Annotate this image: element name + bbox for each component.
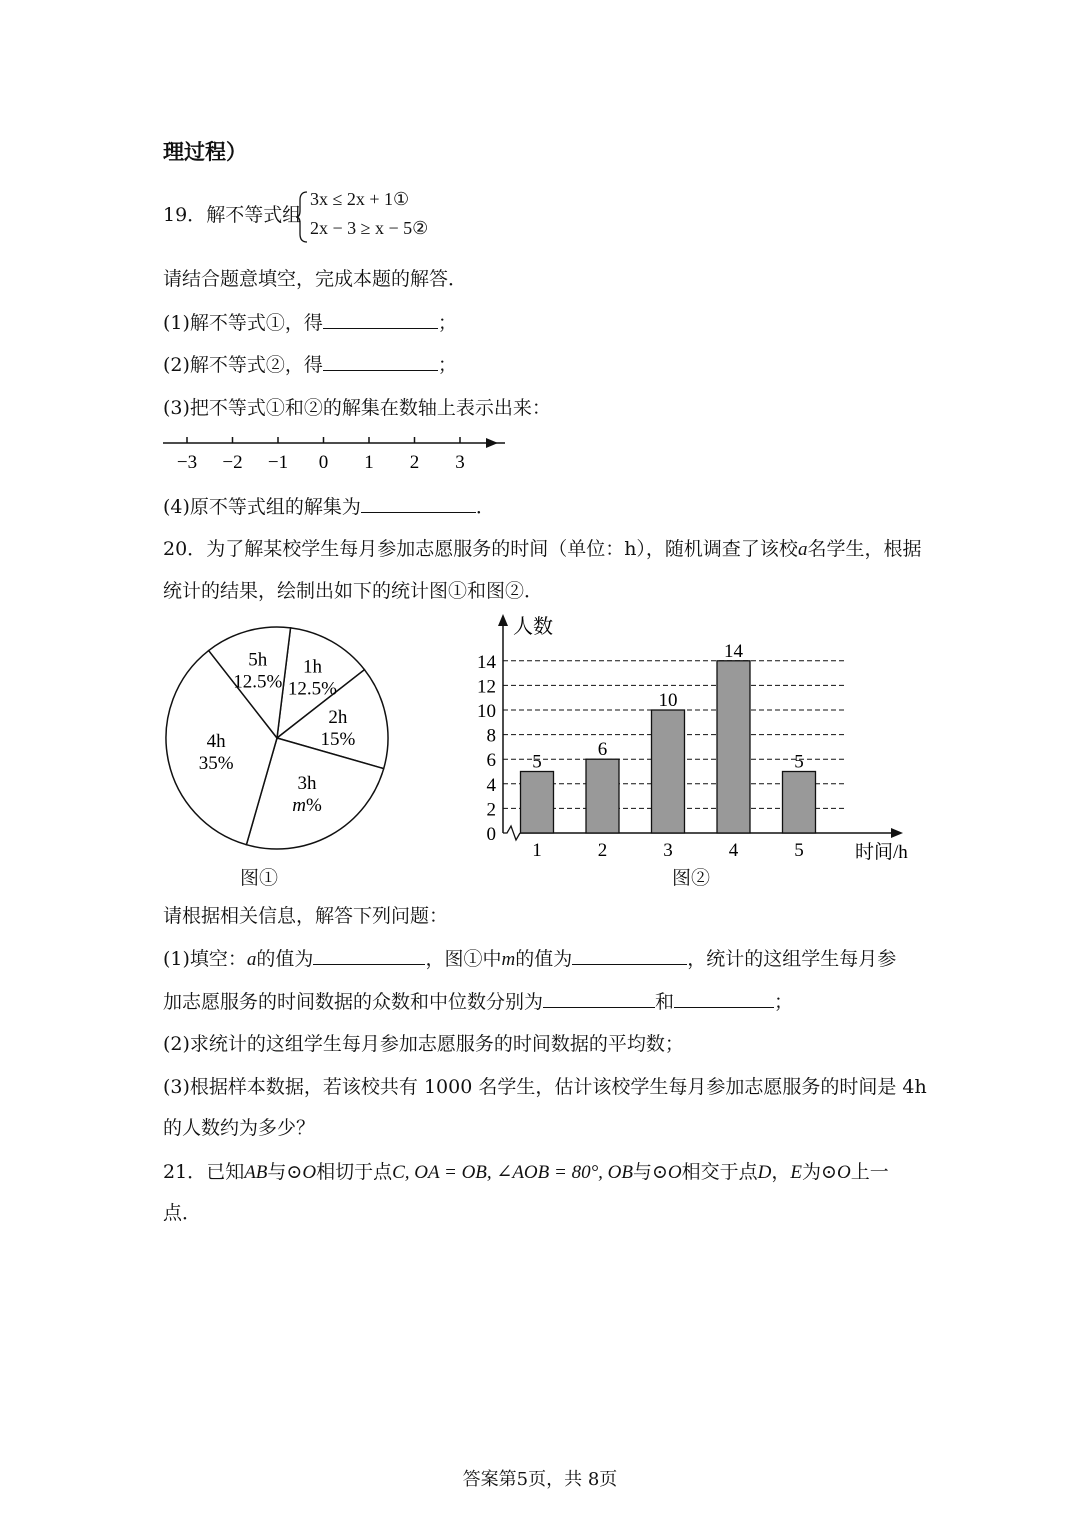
y-tick-label: 12 [477,676,496,698]
bar [521,772,554,834]
y-tick-label: 6 [486,750,496,772]
q20-stem-line1 [163,537,921,562]
q20-p1-text: 加志愿服务的时间数据的众数和中位数分别为 [163,991,544,1013]
q21-stem-line2: 点． [163,1202,202,1224]
q19-part4-text: (4)原不等式组的解集为 [163,496,361,518]
answer-blank[interactable] [323,310,438,329]
y-tick-label: 0 [486,824,496,845]
q20-part3-line2: 的人数约为多少？ [163,1117,316,1139]
answer-blank[interactable] [543,989,655,1008]
pie-slice-value: 15% [320,729,356,751]
pie-slice-label: 5h [248,649,268,671]
y-tick-label: 4 [486,774,496,796]
pie-slice-label: 4h [206,730,226,752]
pie-slice-value: m% [292,795,322,817]
q19-part1-text: (1)解不等式①，得 [163,312,323,334]
pie-chart [158,615,398,855]
math-o: O [302,1162,317,1183]
q19-part4-end: ． [475,496,495,518]
y-axis-label: 人数 [513,616,553,638]
q19-number: 19． [163,204,207,226]
pie-slice-label: 2h [328,707,348,729]
q19-lead: 解不等式组 [206,204,302,226]
answer-blank[interactable] [674,989,774,1008]
number-line-label: 3 [455,452,465,473]
q19-part1-end: ； [437,312,457,334]
q20-text: 为了解某校学生每月参加志愿服务的时间（单位：h），随机调查了该校 [206,538,798,560]
arrow-right-icon [486,438,498,448]
x-tick-label: 1 [532,840,542,861]
answer-blank[interactable] [313,946,425,965]
q20-p1-text: ，统计的这组学生每月参 [687,948,897,970]
x-tick-label: 2 [597,840,608,861]
q20-stem-line2: 统计的结果，绘制出如下的统计图①和图②． [163,580,544,602]
q19-part2-text: (2)解不等式②，得 [163,354,323,376]
q21-text: 与⊙ [633,1161,668,1183]
q20-p1-text: 和 [655,991,675,1013]
answer-blank[interactable] [323,352,438,371]
bar-caption: 图② [672,867,711,889]
pie-slice-label: 1h [302,656,322,678]
number-line-label: −2 [222,452,243,473]
q20-text: 名学生，根据 [807,538,922,560]
q21-number: 21． [163,1161,207,1183]
x-tick-label: 5 [794,840,804,861]
arrow-up-icon [498,614,508,626]
q20-p1-text: ，图①中 [425,948,502,970]
pie-slice-value: 35% [198,752,234,774]
number-line-label: −3 [176,452,198,473]
q19-part3: (3)把不等式①和②的解集在数轴上表示出来： [163,397,551,419]
var-a: a [246,949,257,970]
q19-stem [163,203,301,227]
q20-part1-line1 [163,946,896,972]
system-brace [295,190,309,244]
axis-break [503,826,520,840]
arrow-right-icon [891,828,903,838]
q20-part3-line1: (3)根据样本数据，若该校共有 1000 名学生，估计该校学生每月参加志愿服务的时间是 4h [163,1076,927,1098]
q20-part2: (2)求统计的这组学生每月参加志愿服务的时间数据的平均数； [163,1033,684,1055]
q20-p1-text: 的值为 [256,948,314,970]
math-o: O [667,1162,682,1183]
continued-heading: 理过程） [163,139,247,164]
bar [783,772,816,834]
var-m: m [501,949,516,970]
bar-chart [455,612,925,867]
pie-slice-value: 12.5% [233,671,283,693]
q19-part1 [163,310,457,335]
var-a: a [797,539,808,560]
answer-blank[interactable] [361,494,476,513]
bar-value-label: 14 [724,640,743,662]
q19-part4 [163,494,495,519]
q20-part1-line2 [163,989,793,1014]
bar-value-label: 10 [658,690,678,711]
q19-part2 [163,352,457,377]
answer-blank[interactable] [572,946,687,965]
math-condition: C, OA = OB, ∠AOB = 80°, OB [392,1162,633,1183]
bar-value-label: 5 [794,751,804,773]
inequality-2: 2x − 3 ≥ x − 5② [310,218,429,238]
x-tick-label: 4 [728,840,739,861]
q20-number: 20． [163,538,207,560]
number-line-label: −1 [267,452,289,473]
q21-text: 已知 [206,1161,245,1183]
q20-ask: 请根据相关信息，解答下列问题： [163,905,449,927]
math-ab: AB [244,1162,268,1183]
page-footer: 答案第5页，共 8页 [462,1469,618,1490]
q21-text: 相交于点 [681,1161,758,1183]
q20-p1-text: ； [774,991,794,1013]
number-line [160,430,505,478]
q21-text: ， [771,1161,791,1183]
inequality-1: 3x ≤ 2x + 1① [310,189,410,209]
y-tick-label: 2 [486,799,496,821]
number-line-label: 2 [409,452,420,473]
number-line-label: 1 [364,452,374,473]
bar [586,759,619,833]
q20-p1-text: (1)填空： [163,948,247,970]
q21-text: 相切于点 [316,1161,393,1183]
x-axis-label: 时间/h [855,842,908,863]
y-tick-label: 8 [486,725,496,747]
number-line-label: 0 [318,452,329,473]
q21-text: 上一 [850,1161,889,1183]
q19-instruction: 请结合题意填空，完成本题的解答． [163,268,468,290]
bar-value-label: 6 [597,739,608,761]
math-o: O [836,1162,851,1183]
q21-text: 为⊙ [802,1161,837,1183]
x-tick-label: 3 [663,840,673,861]
y-tick-label: 10 [477,701,496,722]
q21-stem-line1 [163,1160,889,1185]
pie-slice-label: 3h [297,773,317,795]
y-tick-label: 14 [477,651,496,673]
q21-text: 与⊙ [267,1161,303,1183]
q20-p1-text: 的值为 [515,948,573,970]
math-d: D [757,1162,772,1183]
q19-part2-end: ； [437,354,457,376]
bar [652,710,685,833]
bar [717,661,750,833]
bar-value-label: 5 [532,751,542,773]
pie-caption: 图① [240,867,279,889]
pie-slice-value: 12.5% [287,678,337,700]
math-e: E [790,1162,803,1183]
